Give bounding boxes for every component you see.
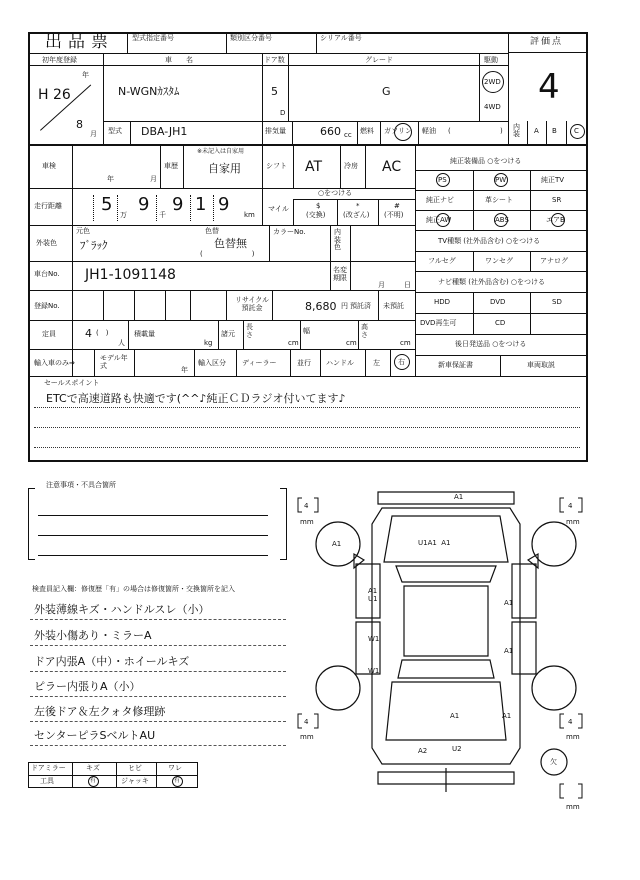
model-value: DBA-JH1 [141,125,188,138]
load-label: 積載量 [134,330,155,338]
equip-sr: SR [552,196,562,204]
tread-fl-mm: mm [300,518,314,526]
fuel-diesel: 軽油 [422,127,436,135]
tools-h3: ヒビ [128,764,142,772]
history-label: 車歴 [164,162,178,170]
later-header: 後日発送品 ○をつける [455,340,527,348]
length-label: 長さ [246,323,253,339]
chassis-value: JH1-1091148 [85,267,176,283]
mark-hood: U1A1 A1 [418,539,451,547]
form-title: 出品票 [45,32,114,52]
doors-value: 5 [271,85,278,98]
spec-label: 諸元 [221,330,235,338]
notes-bracket-left [28,488,35,560]
capacity-person: 人 [118,339,125,347]
first-reg-month: 8 [76,118,83,131]
inspector-note: 検査員記入欄：修復歴「有」の場合は修復箇所・交換箇所を記入 [32,585,235,593]
mark-rear-right: A1 [502,712,512,720]
orig-color-label: 元色 [76,227,90,235]
score-label: 評価点 [530,37,564,47]
handle-label: ハンドル [326,359,354,367]
recycle-value: 8,680 [305,300,337,313]
equip-pw: PW [495,176,507,184]
unknown-label: (不明) [384,211,404,219]
inspection-month: 月 [150,175,157,183]
history-note: ※未記入は自家用 [197,148,245,155]
fuel-gasoline: ガソリン [384,127,412,135]
mark-bumper-u2: U2 [452,745,462,753]
model-year-unit: 年 [181,366,188,374]
note-line-1: 外装薄線キズ・ハンドルスレ（小） [34,603,210,616]
recycle-label: リサイクル預託金 [234,296,270,313]
width-cm: cm [346,339,357,347]
interior-label: 内装 [513,123,520,138]
notes-title: 注意事項・不具合箇所 [46,481,116,489]
name-change-label: 名変期限 [333,266,347,283]
equip-ps: PS [438,176,447,184]
exchange-label: (交換) [306,211,326,219]
mark-roof: A1 [454,493,464,501]
paren-close: ) [500,127,503,135]
interior-a: A [534,127,539,135]
door-suffix: D [280,109,286,117]
height-label: 高さ [361,323,368,339]
first-reg-era: H 26 [38,87,71,103]
mileage-km: km [244,211,255,219]
name-change-day: 日 [404,281,411,289]
color-change-paren: ( ) [200,250,255,258]
unknown-sym: # [394,202,400,210]
grade-value: G [382,85,391,98]
tread-rl-mm: mm [300,733,314,741]
width-label: 幅 [303,327,310,335]
inspection-label: 車検 [42,162,56,170]
tv-full: フルセグ [428,257,456,265]
mark-left-rear-door: W1 [368,635,380,643]
interior-color-label: 内装色 [334,228,341,252]
mark-right-rear-door: A1 [504,647,514,655]
shift-label: シフト [266,162,287,170]
tools-h2: キズ [86,764,100,772]
doors-label: ドア数 [264,56,285,64]
car-name-value: N-WGNｶｽﾀﾑ [118,85,180,98]
load-kg: kg [204,339,213,347]
later-manual: 車両取説 [527,361,555,369]
history-value: 自家用 [208,162,241,175]
equip-leather: 革シート [485,196,513,204]
navi-dvd: DVD [490,298,506,306]
note-line-4: ピラー内張りA（小） [34,680,141,693]
interior-c: C [574,127,579,135]
ac-value: AC [382,159,402,175]
capacity-label: 定員 [42,330,56,338]
navi-hdd: HDD [434,298,451,306]
notes-bracket-right [280,488,287,560]
sales-label: セールスポイント [44,379,100,387]
tools-r3: ジャッキ [121,777,149,785]
mark-note: ○をつける [318,189,353,197]
equip-airbag: エアB [546,216,565,224]
tamper-label: (改ざん) [343,211,370,219]
chassis-label: 車台No. [34,270,60,278]
sales-text: ETCで高速道路も快適です(^^♪純正ＣＤラジオ付いてます♪ [46,392,346,405]
navi-header: ナビ種類 (社外品含む) ○をつける [438,278,546,286]
color-label: 外装色 [36,239,57,247]
month-unit: 月 [90,130,97,138]
capacity-paren: ( ) [96,329,109,337]
import-label: 輸入車のみ⇒ [34,359,75,367]
mileage-sen: 千 [159,211,166,219]
spare-mm: mm [566,803,580,811]
dealer: ディーラー [242,359,277,367]
navi-sd: SD [552,298,562,306]
cd: CD [495,319,506,327]
model-label: 型式 [108,127,122,135]
mileage-digit-5: 9 [218,194,230,215]
dvd-play: DVD再生可 [420,319,457,327]
drive-4wd: 4WD [484,103,501,111]
recycle-unit: 円 [341,302,348,310]
inspection-year: 年 [107,175,114,183]
tread-rr-mm: mm [566,733,580,741]
equip-abs: ABS [495,216,509,224]
mileage-digit-3: 9 [172,194,184,215]
type-no-label: 型式指定番号 [132,34,174,42]
interior-b: B [552,127,557,135]
color-change-value: 色替無 [214,237,247,250]
note-line-2: 外装小傷あり・ミラーA [34,629,152,642]
tv-header: TV種類 (社外品含む) ○をつける [438,237,541,245]
equip-tv: 純正TV [541,176,565,184]
tools-h1: ドアミラー [31,764,66,772]
mileage-digit-1: 5 [101,194,113,215]
handle-right: 右 [398,358,405,366]
tools-r1: 工具 [40,777,54,785]
year-unit: 年 [82,71,89,79]
equip-aw: 純正AW [426,216,452,224]
name-change-month: 月 [378,281,385,289]
parallel: 並行 [297,359,311,367]
color-no-label: カラーNo. [273,228,306,236]
tread-rr: 4 [568,718,573,726]
drive-2wd: 2WD [484,78,501,86]
tv-analog: アナログ [540,257,568,265]
mark-bumper-a2: A2 [418,747,428,755]
mark-left-quarter: W1 [368,667,380,675]
grade-label: グレード [365,56,393,64]
tools-h4: ワレ [168,764,182,772]
tools-r4: 有 [174,777,181,784]
note-line-6: センターピラSベルトAU [34,729,156,742]
mileage-label: 走行距離 [34,202,62,210]
later-warranty: 新車保証書 [438,361,473,369]
model-year-label: モデル年式 [100,354,128,371]
score-value: 4 [538,67,560,107]
drive-label: 駆動 [484,56,498,64]
tread-fr: 4 [568,502,573,510]
shift-value: AT [305,159,323,175]
height-cm: cm [400,339,411,347]
serial-label: シリアル番号 [320,34,362,42]
not-deposited: 未預託 [383,302,404,310]
import-class-label: 輸入区分 [198,359,226,367]
tread-fl: 4 [304,502,309,510]
deposited: 預託済 [350,302,371,310]
fuel-label: 燃料 [360,127,374,135]
mile-label: マイル [268,205,289,213]
class-no-label: 類別区分番号 [230,34,272,42]
exchange-sym: $ [316,202,321,210]
note-line-3: ドア内張A（中）・ホイールキズ [34,655,190,668]
first-reg-label: 初年度登録 [42,56,77,64]
mark-left-front-door: A1 U1 [368,587,378,604]
car-name-label: 車 名 [165,56,193,64]
mileage-digit-4: 1 [195,194,207,215]
mark-rear-left: A1 [450,712,460,720]
orig-color-value: ﾌﾞﾗｯｸ [80,239,108,252]
tools-r2: 有 [90,777,97,784]
spare-label: 欠 [550,758,557,766]
tread-rl: 4 [304,718,309,726]
paren-open: ( [448,127,451,135]
ac-label: 冷房 [344,162,358,170]
mileage-digit-2: 9 [138,194,150,215]
displacement-value: 660 [320,125,341,138]
cc-unit: cc [344,131,352,139]
length-cm: cm [288,339,299,347]
mark-right-front-door: A1 [504,599,514,607]
handle-left: 左 [373,359,380,367]
reg-no-label: 登録No. [34,302,60,310]
genuine-header: 純正装備品 ○をつける [450,157,522,165]
mileage-man: 万 [120,211,127,219]
mark-wheel-fl: A1 [332,540,342,548]
tv-one: ワンセグ [485,257,513,265]
capacity-value: 4 [85,327,92,340]
equip-navi: 純正ナビ [426,196,454,204]
displacement-label: 排気量 [265,127,286,135]
tamper-sym: * [356,202,360,210]
tread-fr-mm: mm [566,518,580,526]
note-line-5: 左後ドア＆左クォタ修理跡 [34,705,166,718]
color-change-label: 色替 [205,227,219,235]
